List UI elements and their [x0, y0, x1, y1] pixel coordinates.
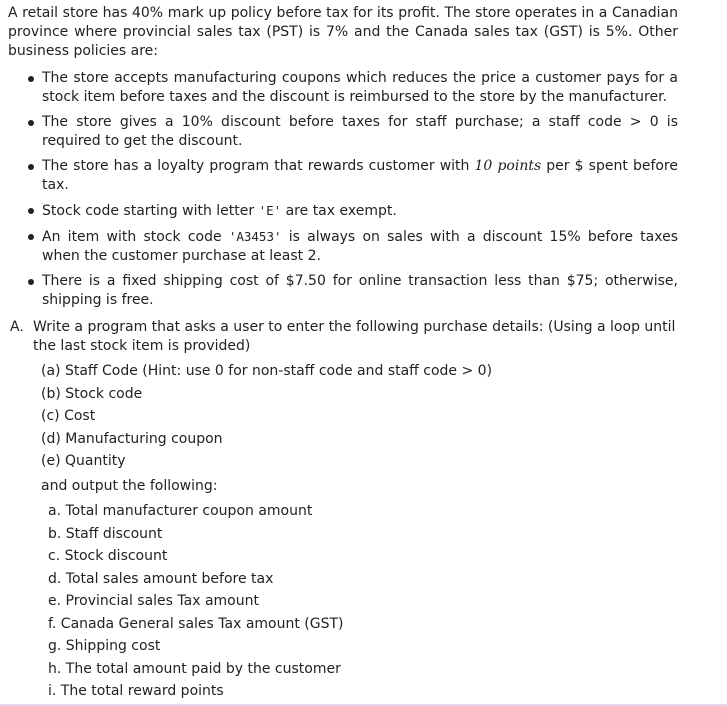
- bullet-icon: [28, 234, 34, 240]
- stock-code: 'E': [258, 203, 282, 218]
- part-a-text: Write a program that asks a user to enter the following purchase details: (Using a loop until the last stock item is provided): [33, 319, 676, 354]
- policy-text: The store gives a 10% discount before taxes for staff purchase; a staff code > 0 is required to get the discount.: [42, 114, 678, 149]
- bullet-icon: [28, 208, 34, 214]
- policy-item: [28, 69, 678, 107]
- policy-text: The store accepts manufacturing coupons which reduces the price a customer pays for a stock item before taxes and the discount is reimbursed to the store by the manufacturer.: [42, 70, 678, 105]
- input-item: (d) Manufacturing coupon: [41, 430, 223, 447]
- policy-text: is always on sales with a discount 15% before taxes when the customer purchase at least 2.: [42, 229, 678, 264]
- output-item: e. Provincial sales Tax amount: [48, 593, 259, 609]
- output-item: g. Shipping cost: [48, 638, 161, 654]
- policy-text: There is a fixed shipping cost of $7.50 for online transaction less than $75; otherwise, shipping is free.: [42, 273, 678, 308]
- bullet-icon: [28, 120, 34, 126]
- bullet-icon: [28, 164, 34, 170]
- points-emphasis: 10 points: [474, 158, 542, 174]
- output-item: c. Stock discount: [48, 548, 168, 564]
- policy-text: Stock code starting with letter: [42, 203, 259, 219]
- output-item: d. Total sales amount before tax: [48, 570, 274, 587]
- policy-item: [28, 201, 678, 221]
- policy-item: [28, 157, 678, 195]
- stock-code: 'A3453': [228, 229, 282, 244]
- input-list: [41, 362, 678, 471]
- output-list: [48, 502, 678, 701]
- output-item: i. The total reward points: [48, 683, 224, 699]
- policy-item: [28, 113, 678, 151]
- input-item: (c) Cost: [41, 408, 96, 424]
- output-item: a. Total manufacturer coupon amount: [48, 503, 313, 519]
- policy-text: The store has a loyalty program that rewards customer with: [42, 158, 475, 174]
- policy-text: An item with stock code: [42, 229, 229, 245]
- intro-paragraph: A retail store has 40% mark up policy before tax for its profit. The store operates in a Canadian province where provincial sales tax (PST) is 7% and the Canada sales tax (GST) is 5%. Other business policies are:: [8, 5, 678, 59]
- and-output-text: and output the following:: [41, 478, 218, 494]
- output-item: h. The total amount paid by the customer: [48, 660, 341, 677]
- output-item: b. Staff discount: [48, 525, 163, 542]
- policy-item: [28, 227, 678, 266]
- document: [8, 4, 678, 705]
- policy-item: [28, 272, 678, 310]
- policy-text: per $ spent before tax.: [42, 158, 678, 193]
- input-item: (e) Quantity: [41, 453, 126, 469]
- policy-list: [8, 69, 678, 310]
- output-item: f. Canada General sales Tax amount (GST): [48, 615, 344, 632]
- input-item: (b) Stock code: [41, 385, 143, 402]
- part-a-marker: A.: [10, 319, 24, 335]
- bullet-icon: [28, 279, 34, 285]
- policy-text: are tax exempt.: [281, 203, 397, 219]
- input-item: (a) Staff Code (Hint: use 0 for non-staff code and staff code > 0): [41, 363, 493, 379]
- part-a: [8, 318, 678, 701]
- bullet-icon: [28, 76, 34, 82]
